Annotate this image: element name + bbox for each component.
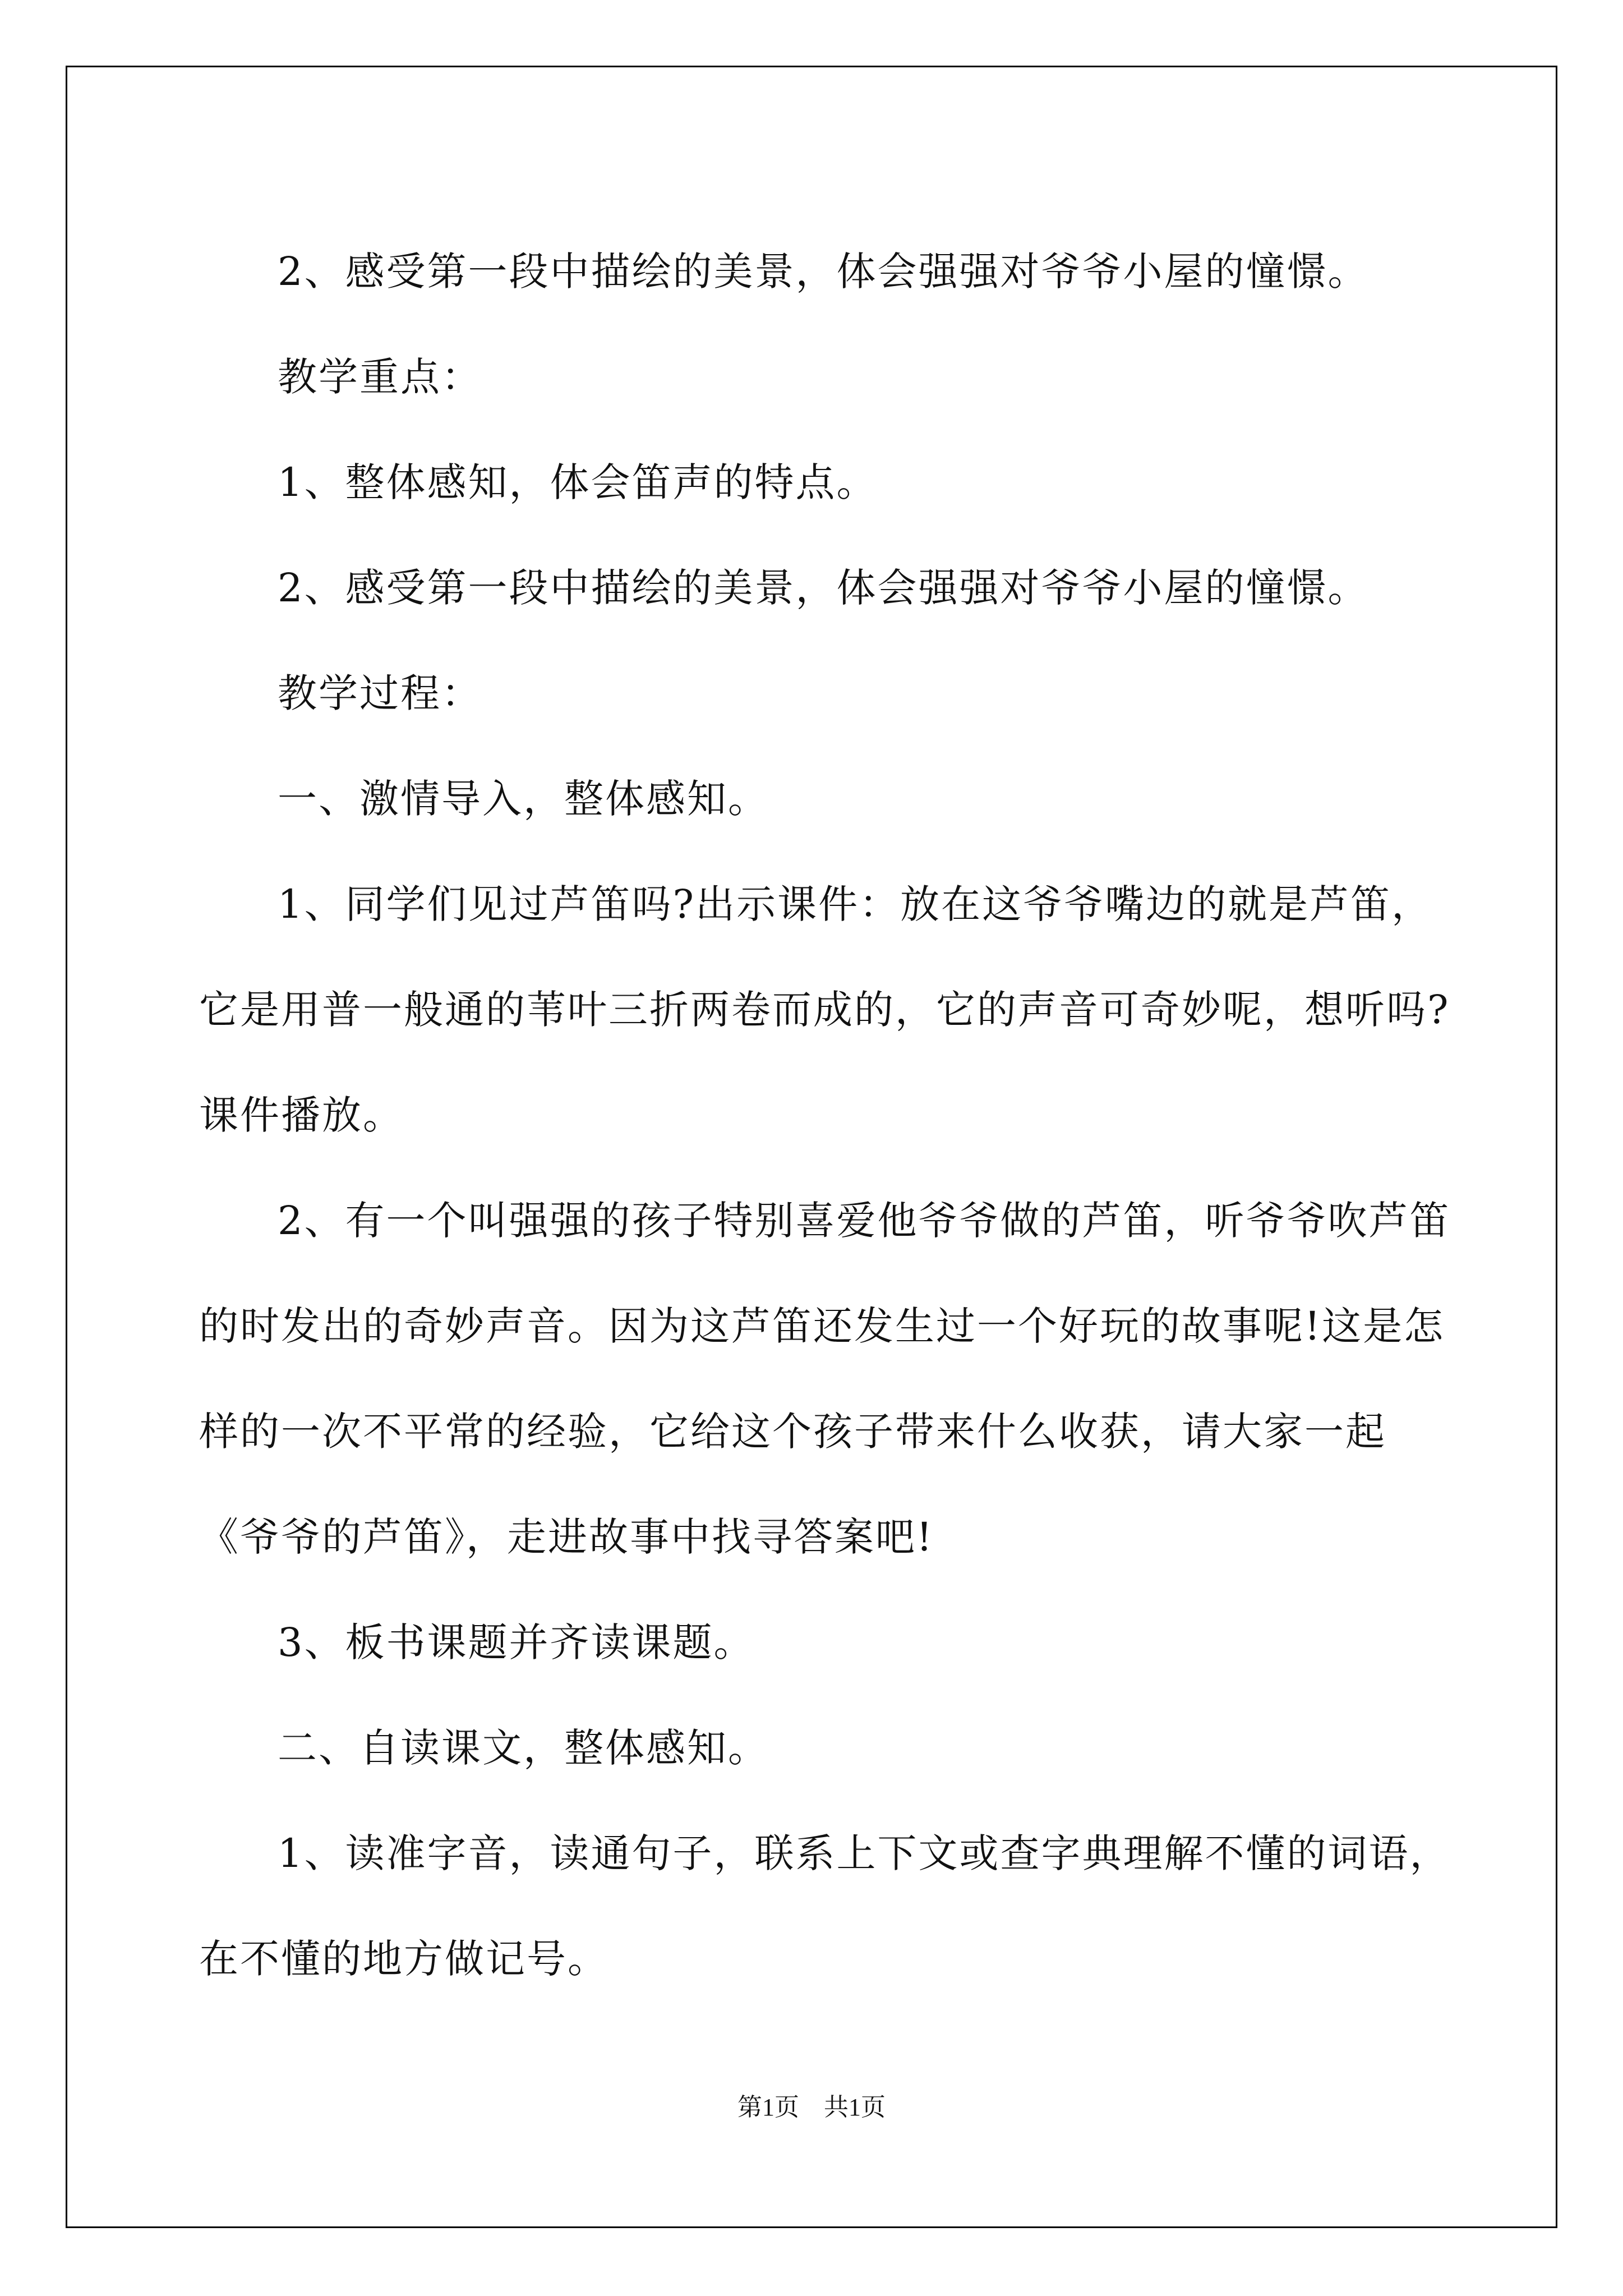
paragraph: 教学过程： [278, 670, 482, 716]
paragraph: 1、整体感知，体会笛声的特点。 [278, 459, 878, 505]
paragraph: 1、读准字音，读通句子，联系上下文或查字典理解不懂的词语，在不懂的地方做记号。 [199, 1830, 1451, 1982]
page-footer: 第1页 共1页 [737, 2093, 886, 2121]
paragraph: 2、感受第一段中描绘的美景，体会强强对爷爷小屋的憧憬。 [278, 249, 1369, 295]
paragraph: 教学重点： [278, 354, 482, 400]
document-body [199, 219, 1461, 2012]
paragraph: 2、有一个叫强强的孩子特别喜爱他爷爷做的芦笛，听爷爷吹芦笛的时发出的奇妙声音。因为这芦笛还发生过一个好玩的故事呢!这是怎样的一次不平常的经验，它给这个孩子带来什么收获，请大家一起《爷爷的芦笛》，走进故事中找寻答案吧! [199, 1198, 1451, 1560]
paragraph: 1、同学们见过芦笛吗?出示课件：放在这爷爷嘴边的就是芦笛，它是用普一般通的苇叶三折两卷而成的，它的声音可奇妙呢，想听吗?课件播放。 [199, 881, 1450, 1138]
paragraph: 2、感受第一段中描绘的美景，体会强强对爷爷小屋的憧憬。 [278, 565, 1369, 611]
paragraph: 二、自读课文，整体感知。 [278, 1725, 769, 1771]
paragraph: 一、激情导入，整体感知。 [278, 776, 769, 822]
paragraph: 3、板书课题并齐读课题。 [278, 1619, 755, 1665]
